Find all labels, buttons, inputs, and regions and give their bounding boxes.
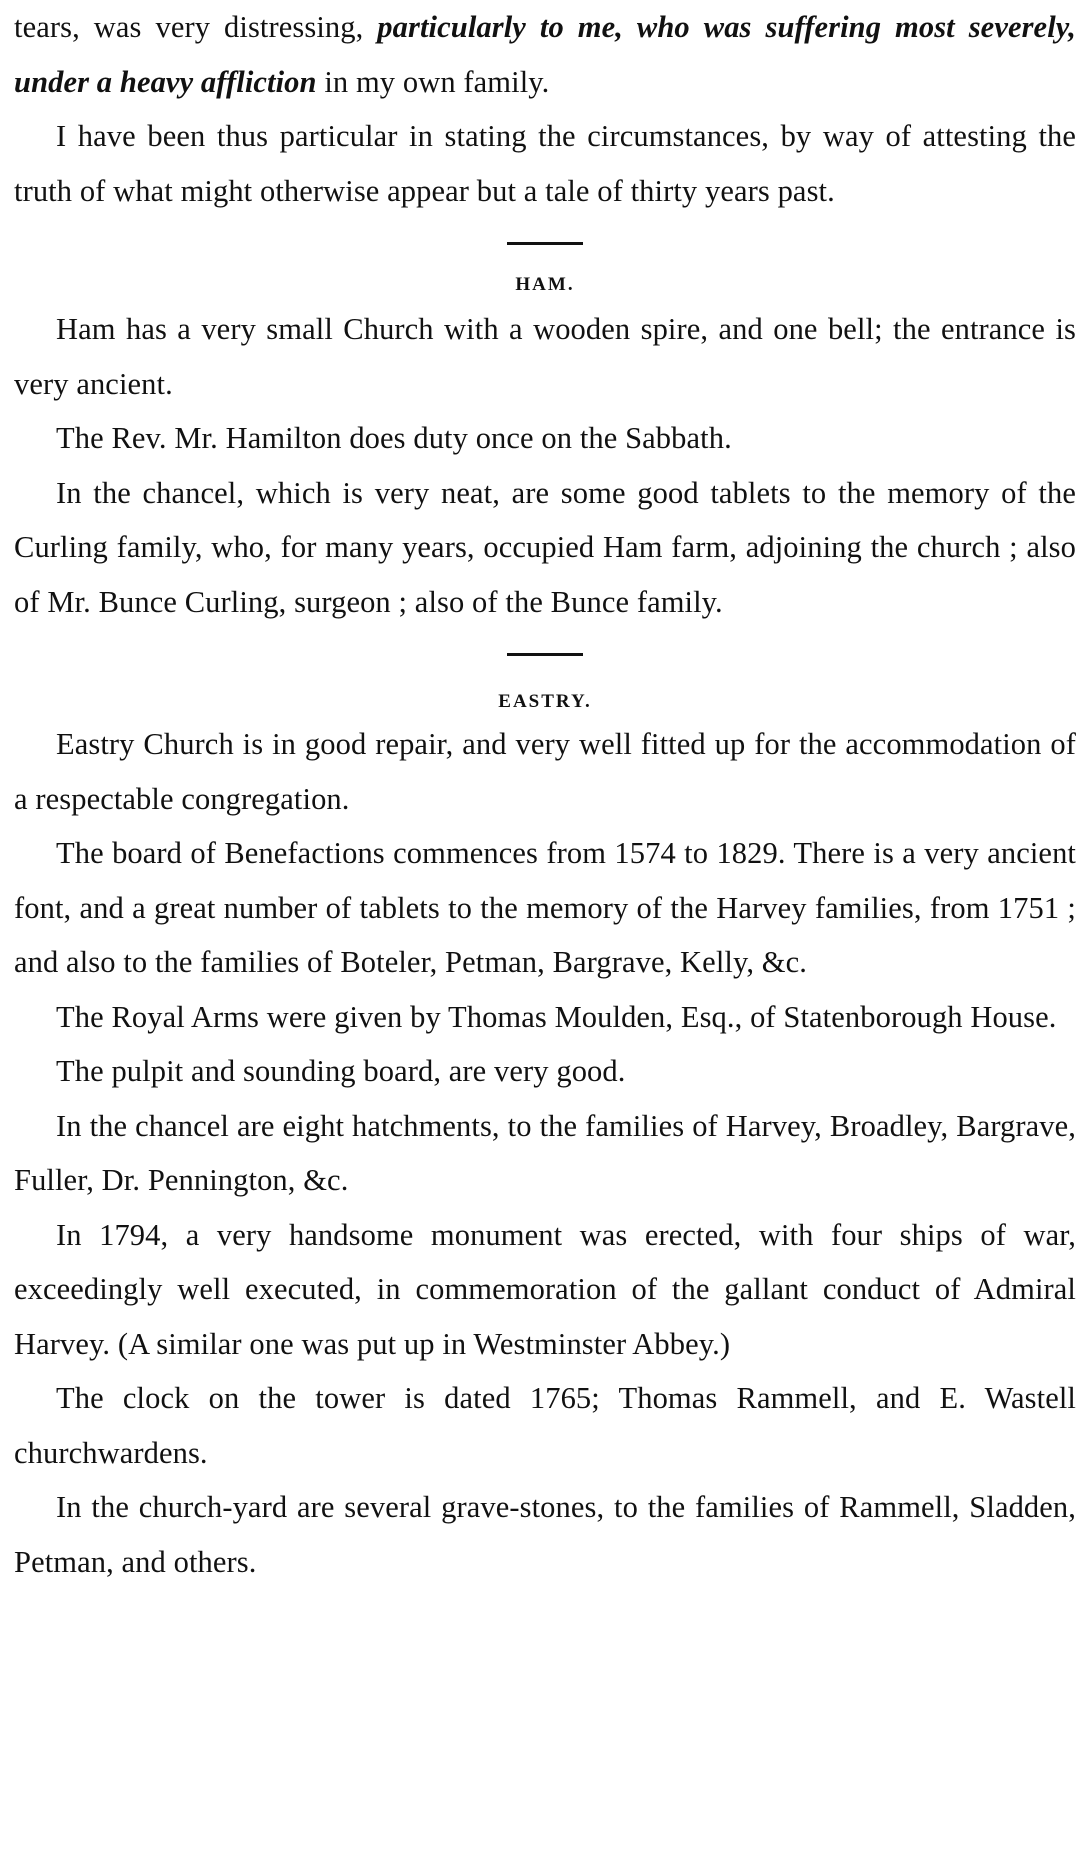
- eastry-paragraph: In the church-yard are several grave-stones, to the families of Rammell, Sladden, Petman, and others.: [14, 1490, 1076, 1579]
- eastry-paragraph: In 1794, a very handsome monument was erected, with four ships of war, exceedingly well executed, in commemoration of the gallant conduct of Admiral Harvey. (A similar one was put up in Westminster Abbey.): [14, 1217, 1076, 1361]
- intro-italic-text: particularly to me, who was suffering most severely, under a heavy affliction: [14, 10, 1076, 99]
- section-heading-ham: HAM.: [515, 274, 575, 295]
- eastry-paragraph: The board of Benefactions commences from 1574 to 1829. There is a very ancient font, and a great number of tablets to the memory of the Harvey families, from 1751 ; and also to the families of Boteler, Petman, Bargrave, Kelly, &c.: [14, 836, 1076, 979]
- section-divider: [507, 653, 583, 656]
- ham-paragraph: Ham has a very small Church with a wooden spire, and one bell; the entrance is very ancient.: [14, 312, 1076, 401]
- intro-paragraph: I have been thus particular in stating the circumstances, by way of attesting the truth of what might otherwise appear but a tale of thirty years past.: [14, 119, 1076, 208]
- intro-text-end: in my own family.: [316, 64, 550, 99]
- section-divider: [507, 242, 583, 245]
- eastry-paragraph: The clock on the tower is dated 1765; Thomas Rammell, and E. Wastell churchwardens.: [14, 1381, 1076, 1470]
- section-heading-eastry: EASTRY.: [498, 691, 592, 712]
- document-page: [14, 0, 1076, 1589]
- ham-paragraph: In the chancel, which is very neat, are some good tablets to the memory of the Curling family, who, for many years, occupied Ham farm, adjoining the church ; also of Mr. Bunce Curling, surgeon ; also of the Bunce family.: [14, 475, 1076, 619]
- eastry-paragraph: In the chancel are eight hatchments, to the families of Harvey, Broadley, Bargrave, Fuller, Dr. Pennington, &c.: [14, 1108, 1076, 1197]
- ham-paragraph: The Rev. Mr. Hamilton does duty once on the Sabbath.: [56, 421, 732, 455]
- eastry-paragraph: The pulpit and sounding board, are very good.: [56, 1054, 626, 1088]
- eastry-paragraph: The Royal Arms were given by Thomas Moulden, Esq., of Statenborough House.: [56, 999, 1057, 1034]
- eastry-paragraph: Eastry Church is in good repair, and very well fitted up for the accommodation of a respectable congregation.: [14, 727, 1076, 816]
- intro-text-start: tears, was very distressing,: [14, 10, 378, 44]
- intro-paragraph-continued: [14, 0, 1076, 109]
